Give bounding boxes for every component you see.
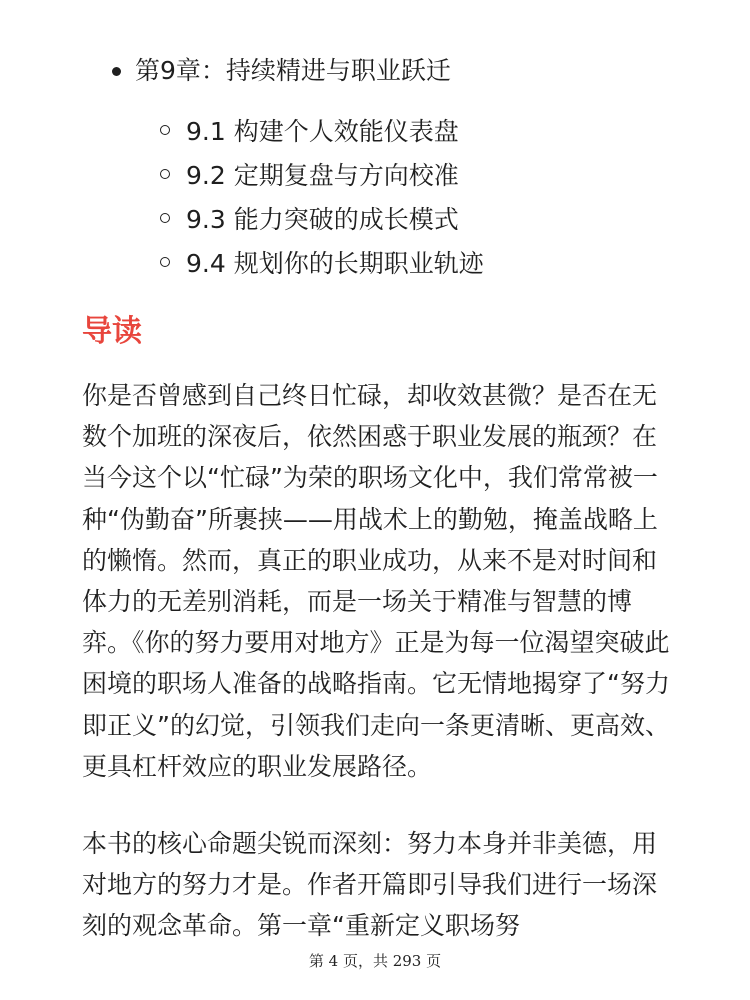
bullet-circle-icon [160,125,170,135]
chapter-title: 第9章：持续精进与职业跃迁 [135,56,451,85]
body-paragraph: 本书的核心命题尖锐而深刻：努力本身并非美德，用对地方的努力才是。作者开篇即引导我们进行一场深刻的观念革命。第一章“重新定义职场努 [82,829,658,941]
bullet-circle-icon [160,169,170,179]
chapter-heading [112,52,451,90]
list-item [160,240,484,284]
bullet-disc-icon [112,67,121,76]
bullet-circle-icon [160,213,170,223]
list-item [160,108,484,152]
section-title: 导读 [82,314,142,349]
body-paragraph: 你是否曾感到自己终日忙碌，却收效甚微？是否在无数个加班的深夜后，依然困惑于职业发展的瓶颈？在当今这个以“忙碌”为荣的职场文化中，我们常常被一种“伪勤奋”所裹挟——用战术上的勤勉，掩盖战略上的懒惰。然而，真正的职业成功，从来不是对时间和体力的无差别消耗，而是一场关于精准与智慧的博弈。《你的努力要用对地方》正是为每一位渴望突破此困境的职场人准备的战略指南。它无情地揭穿了“努力即正义”的幻觉，引领我们走向一条更清晰、更高效、更具杠杆效应的职业发展路径。 [82,381,670,781]
list-item [160,152,484,196]
page-number-footer: 第 4 页，共 293 页 [308,952,442,970]
list-item-label: 9.4 规划你的长期职业轨迹 [186,249,484,278]
section-list [160,108,484,284]
list-item [160,196,484,240]
list-item-label: 9.2 定期复盘与方向校准 [186,161,459,190]
list-item-label: 9.1 构建个人效能仪表盘 [186,117,459,146]
list-item-label: 9.3 能力突破的成长模式 [186,205,459,234]
bullet-circle-icon [160,257,170,267]
